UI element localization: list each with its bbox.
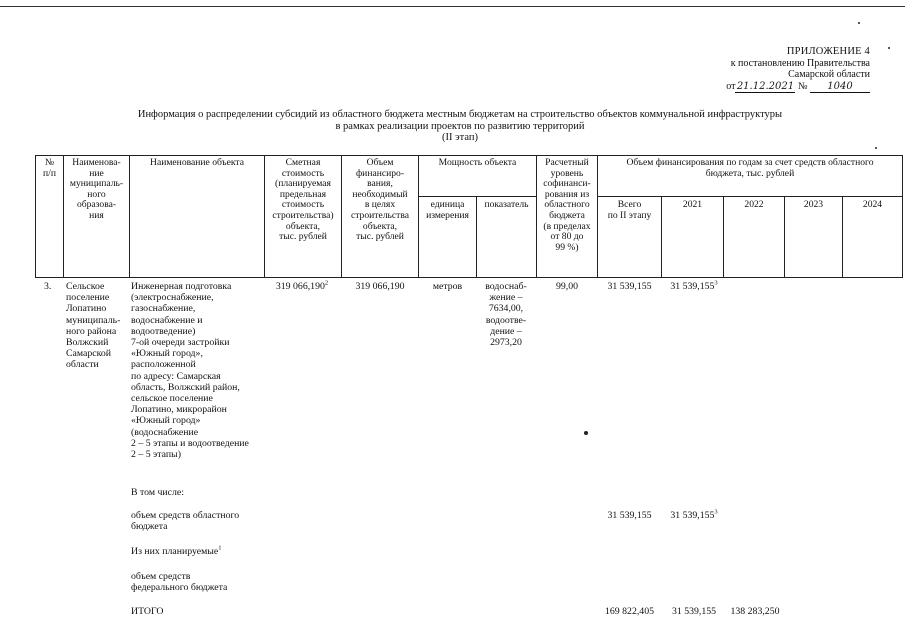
header-total-stage: Всего по II этапу xyxy=(607,199,652,221)
row-cofinancing-level: 99,00 xyxy=(555,281,579,292)
planned-label xyxy=(131,546,221,557)
appendix-date-line xyxy=(726,81,870,94)
header-capacity: Мощность объекта xyxy=(438,157,517,168)
table-top-border xyxy=(35,155,903,156)
estimated-cost-value: 319 066,190 xyxy=(275,281,325,292)
regional-2021 xyxy=(662,510,726,521)
row-capacity-indicator: водоснаб- жение – 7634,00, водоотве- дение – 2973,20 xyxy=(485,281,527,349)
regional-budget-label: объем средств областного бюджета xyxy=(131,510,240,533)
planned-label-text: Из них планируемые xyxy=(131,546,219,557)
regional-2021-value: 31 539,155 xyxy=(670,510,715,521)
footnote-mark: 3 xyxy=(714,508,718,516)
scan-speck xyxy=(875,147,877,149)
year-2021-value: 31 539,155 xyxy=(670,281,715,292)
appendix-block xyxy=(726,46,870,93)
header-capacity-indicator: показатель xyxy=(484,199,529,210)
including-label: В том числе: xyxy=(131,487,184,498)
scan-speck xyxy=(584,431,588,435)
date-prefix: от xyxy=(726,80,736,92)
header-municipality: Наименова- ние муниципаль- ного образова- ния xyxy=(69,157,124,221)
row-financing-volume: 319 066,190 xyxy=(355,281,405,292)
footnote-mark: 1 xyxy=(218,544,222,552)
total-label: ИТОГО xyxy=(131,606,164,617)
row-total-stage: 31 539,155 xyxy=(607,281,652,292)
document-title xyxy=(90,109,830,144)
header-year-2021: 2021 xyxy=(682,199,703,210)
title-line-3: (II этап) xyxy=(442,132,478,143)
header-year-2022: 2022 xyxy=(744,199,764,210)
row-capacity-unit: метров xyxy=(432,281,463,292)
number-sign: № xyxy=(797,80,808,92)
row-num: 3. xyxy=(44,281,52,292)
header-cofinancing-level: Расчетный уровень софинанси- рования из областного бюджета (в пределах от 80 до 99 %) xyxy=(543,157,591,253)
header-year-2024: 2024 xyxy=(862,199,883,210)
scan-border-line xyxy=(0,6,905,7)
footnote-mark: 3 xyxy=(714,279,718,287)
row-object-name: Инженерная подготовка (электроснабжение, газоснабжение, водоснабжение и водоотведение) 7-ой очереди застройки «Южный город», расположенной по адресу: Самарская область, Волжский район, сельское поселение Лопатино, микрорайон «Южный город» (водоснабжение 2 – 5 этапы и водоотведение 2 – 5 этапы) xyxy=(131,281,249,461)
row-estimated-cost xyxy=(265,281,339,292)
header-funding-by-years: Объем финансирования по годам за счет средств областного бюджета, тыс. рублей xyxy=(626,157,874,179)
title-line-1: Информация о распределении субсидий из областного бюджета местным бюджетам на строительство объектов коммунальной инфраструктуры xyxy=(137,109,783,120)
subheader-divider-years xyxy=(597,196,903,197)
regional-total: 31 539,155 xyxy=(607,510,652,521)
row-municipality: Сельское поселение Лопатино муниципаль- ного района Волжский Самарской области xyxy=(66,281,121,371)
col-border xyxy=(902,155,903,277)
appendix-line-2: Самарской области xyxy=(788,69,870,80)
col-border xyxy=(129,155,130,277)
row-year-2021 xyxy=(662,281,726,292)
header-capacity-unit: единица измерения xyxy=(426,199,469,221)
subheader-divider-capacity xyxy=(418,196,536,197)
header-object-name: Наименование объекта xyxy=(150,157,244,168)
header-financing-volume: Объем финансиро- вания, необходимый в целях строительства объекта, тыс. рублей xyxy=(350,157,410,243)
number-handwritten: 1040 xyxy=(810,81,870,94)
grand-total-2021: 31 539,155 xyxy=(671,606,717,617)
title-line-2: в рамках реализации проектов по развитию территорий xyxy=(335,120,585,132)
appendix-line-1: к постановлению Правительства xyxy=(730,57,870,69)
header-bottom-border xyxy=(35,277,903,278)
header-estimated-cost: Сметная стоимость (планируемая предельная стоимость строительства) объекта, тыс. рублей xyxy=(272,157,334,243)
federal-budget-label: объем средств федерального бюджета xyxy=(131,571,228,594)
footnote-mark: 2 xyxy=(324,279,329,287)
date-handwritten: 21.12.2021 xyxy=(736,80,795,92)
appendix-title: ПРИЛОЖЕНИЕ 4 xyxy=(786,46,870,57)
header-num: № п/п xyxy=(43,157,56,179)
grand-total-2022: 138 283,250 xyxy=(730,606,780,617)
grand-total: 169 822,405 xyxy=(605,606,654,617)
scan-speck xyxy=(858,22,860,24)
header-year-2023: 2023 xyxy=(803,199,824,210)
scan-speck xyxy=(888,47,890,49)
